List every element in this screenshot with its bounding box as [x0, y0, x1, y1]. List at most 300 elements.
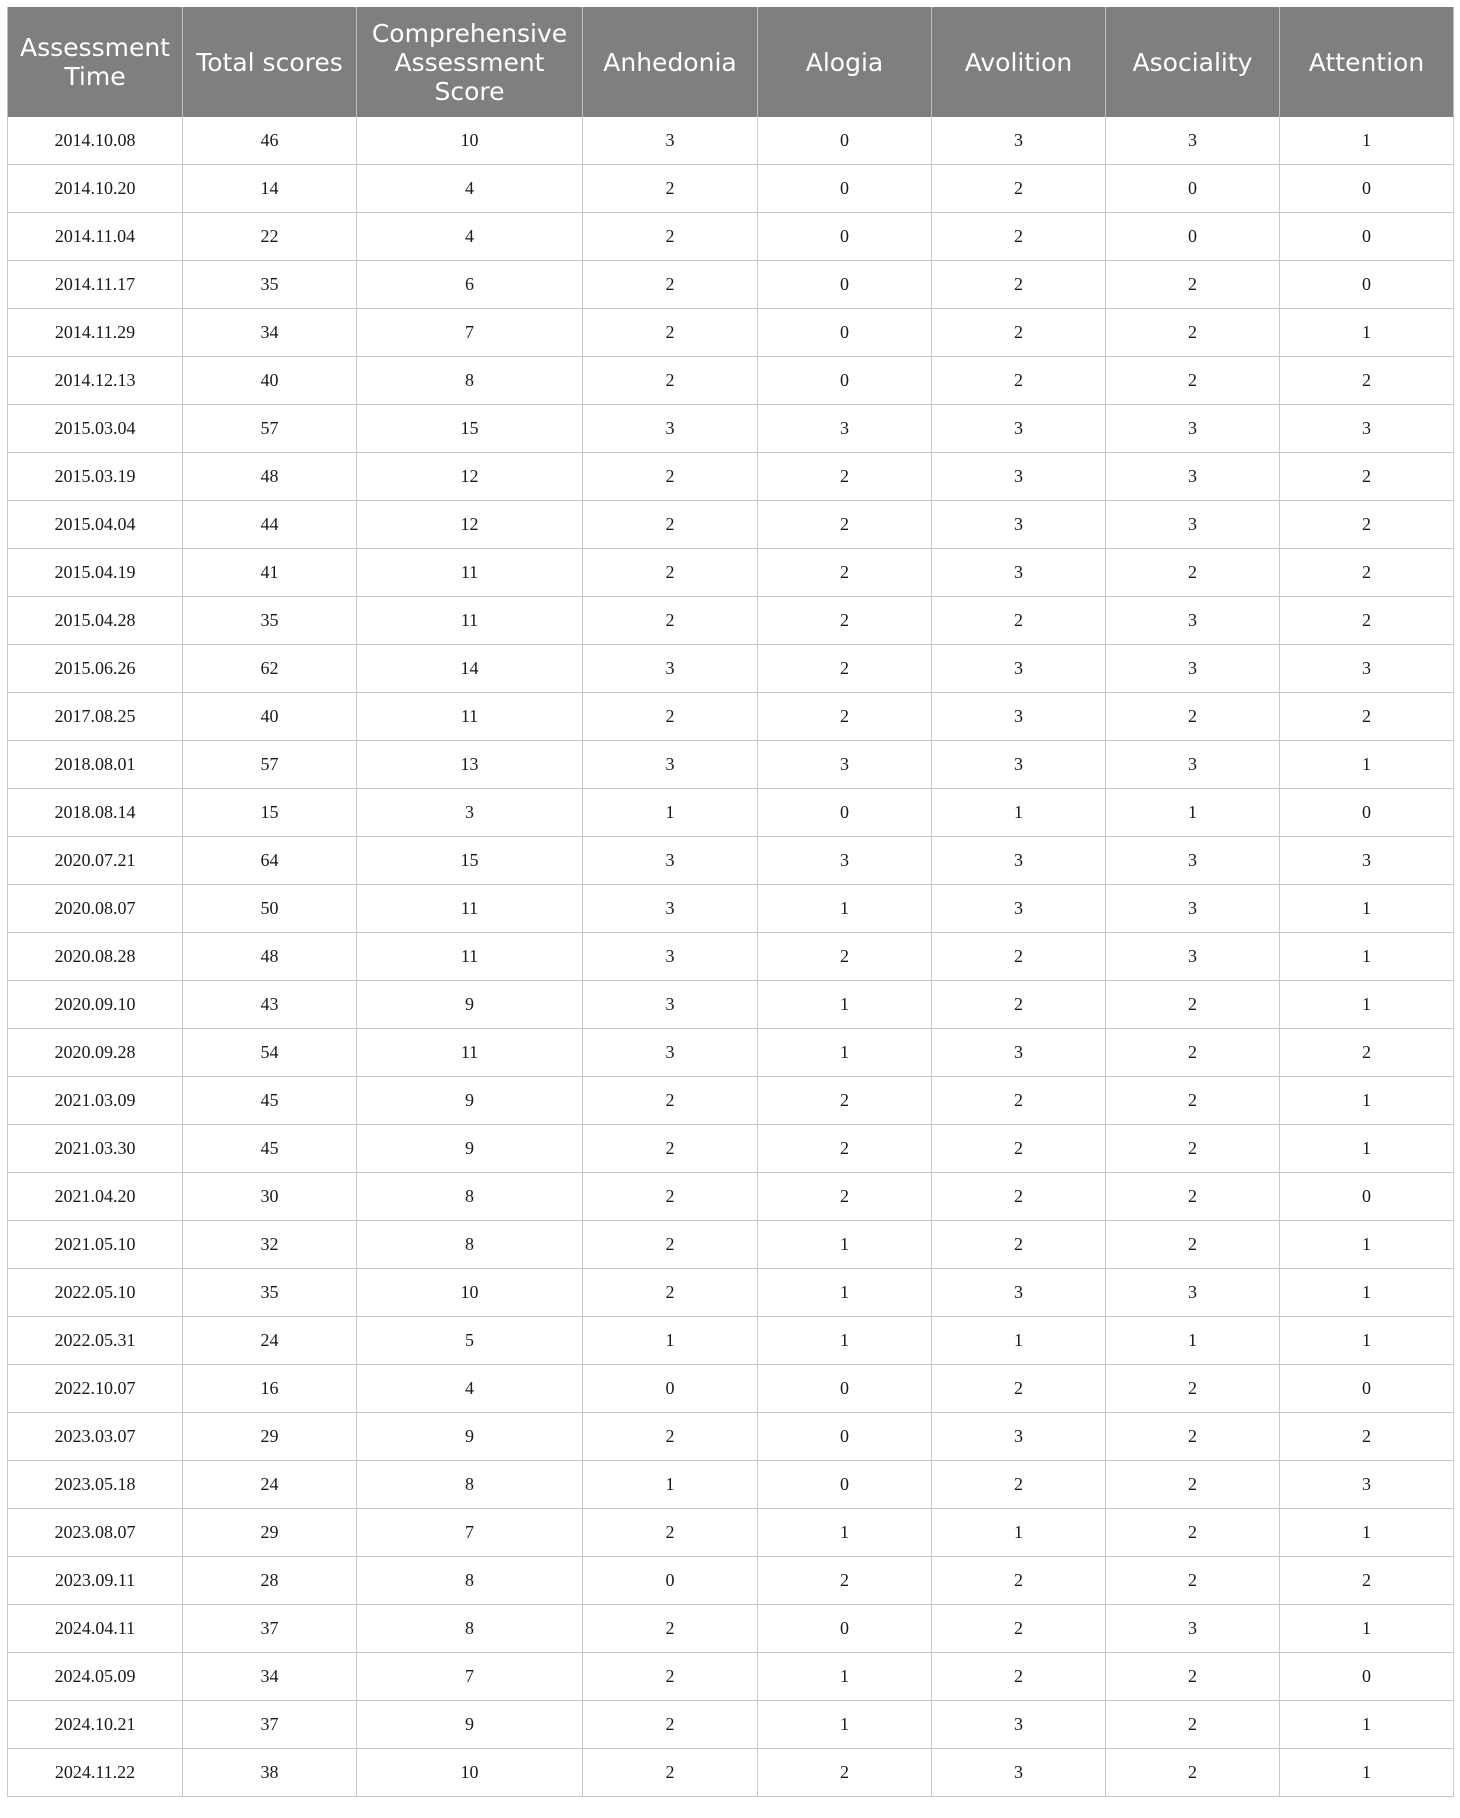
cell-comprehensive-score: 6 — [357, 261, 583, 309]
header-avolition: Avolition — [932, 7, 1106, 117]
cell-total-scores: 28 — [183, 1557, 357, 1605]
cell-assessment-time: 2021.03.30 — [8, 1125, 183, 1173]
cell-avolition: 1 — [932, 1509, 1106, 1557]
cell-avolition: 2 — [932, 1125, 1106, 1173]
assessment-table-container — [7, 7, 1453, 1797]
table-row — [8, 357, 1454, 405]
cell-anhedonia: 1 — [583, 1461, 758, 1509]
cell-assessment-time: 2020.09.10 — [8, 981, 183, 1029]
cell-total-scores: 38 — [183, 1749, 357, 1797]
cell-anhedonia: 2 — [583, 501, 758, 549]
cell-asociality: 2 — [1106, 1461, 1280, 1509]
cell-anhedonia: 3 — [583, 117, 758, 165]
cell-alogia: 2 — [758, 597, 932, 645]
cell-comprehensive-score: 8 — [357, 357, 583, 405]
cell-anhedonia: 2 — [583, 1125, 758, 1173]
cell-avolition: 2 — [932, 1653, 1106, 1701]
table-header — [8, 7, 1454, 117]
cell-alogia: 0 — [758, 165, 932, 213]
cell-total-scores: 40 — [183, 693, 357, 741]
cell-asociality: 3 — [1106, 837, 1280, 885]
table-row — [8, 1461, 1454, 1509]
table-row — [8, 1605, 1454, 1653]
cell-anhedonia: 0 — [583, 1365, 758, 1413]
cell-asociality: 2 — [1106, 1413, 1280, 1461]
cell-total-scores: 45 — [183, 1125, 357, 1173]
cell-assessment-time: 2014.10.08 — [8, 117, 183, 165]
cell-asociality: 0 — [1106, 213, 1280, 261]
cell-comprehensive-score: 13 — [357, 741, 583, 789]
cell-avolition: 2 — [932, 1557, 1106, 1605]
cell-asociality: 2 — [1106, 1701, 1280, 1749]
cell-asociality: 1 — [1106, 789, 1280, 837]
cell-assessment-time: 2021.03.09 — [8, 1077, 183, 1125]
cell-avolition: 2 — [932, 597, 1106, 645]
cell-total-scores: 32 — [183, 1221, 357, 1269]
cell-anhedonia: 2 — [583, 1701, 758, 1749]
cell-anhedonia: 2 — [583, 1173, 758, 1221]
cell-alogia: 2 — [758, 453, 932, 501]
cell-attention: 3 — [1280, 1461, 1454, 1509]
cell-avolition: 2 — [932, 1461, 1106, 1509]
table-row — [8, 549, 1454, 597]
cell-anhedonia: 2 — [583, 453, 758, 501]
cell-alogia: 2 — [758, 645, 932, 693]
cell-alogia: 2 — [758, 501, 932, 549]
cell-alogia: 3 — [758, 741, 932, 789]
cell-asociality: 2 — [1106, 1557, 1280, 1605]
cell-attention: 1 — [1280, 1125, 1454, 1173]
cell-total-scores: 57 — [183, 741, 357, 789]
cell-assessment-time: 2018.08.01 — [8, 741, 183, 789]
cell-anhedonia: 3 — [583, 741, 758, 789]
cell-attention: 1 — [1280, 933, 1454, 981]
cell-total-scores: 50 — [183, 885, 357, 933]
cell-comprehensive-score: 9 — [357, 981, 583, 1029]
cell-total-scores: 35 — [183, 597, 357, 645]
cell-total-scores: 37 — [183, 1605, 357, 1653]
cell-avolition: 2 — [932, 933, 1106, 981]
cell-asociality: 2 — [1106, 1365, 1280, 1413]
cell-avolition: 1 — [932, 789, 1106, 837]
cell-anhedonia: 2 — [583, 1413, 758, 1461]
cell-comprehensive-score: 15 — [357, 405, 583, 453]
cell-total-scores: 29 — [183, 1509, 357, 1557]
cell-alogia: 0 — [758, 309, 932, 357]
cell-assessment-time: 2020.09.28 — [8, 1029, 183, 1077]
cell-avolition: 2 — [932, 357, 1106, 405]
cell-alogia: 0 — [758, 261, 932, 309]
cell-comprehensive-score: 8 — [357, 1221, 583, 1269]
cell-asociality: 2 — [1106, 309, 1280, 357]
cell-avolition: 2 — [932, 1077, 1106, 1125]
header-asociality: Asociality — [1106, 7, 1280, 117]
table-row — [8, 1125, 1454, 1173]
cell-asociality: 2 — [1106, 1173, 1280, 1221]
cell-alogia: 0 — [758, 789, 932, 837]
cell-assessment-time: 2021.05.10 — [8, 1221, 183, 1269]
cell-avolition: 3 — [932, 453, 1106, 501]
cell-anhedonia: 1 — [583, 1317, 758, 1365]
header-comprehensive-assessment-score: Comprehensive Assessment Score — [357, 7, 583, 117]
cell-total-scores: 41 — [183, 549, 357, 597]
cell-alogia: 1 — [758, 981, 932, 1029]
cell-asociality: 3 — [1106, 1605, 1280, 1653]
cell-avolition: 2 — [932, 309, 1106, 357]
cell-comprehensive-score: 4 — [357, 1365, 583, 1413]
cell-total-scores: 45 — [183, 1077, 357, 1125]
cell-alogia: 1 — [758, 1317, 932, 1365]
cell-assessment-time: 2024.05.09 — [8, 1653, 183, 1701]
cell-anhedonia: 1 — [583, 789, 758, 837]
cell-total-scores: 64 — [183, 837, 357, 885]
cell-asociality: 3 — [1106, 885, 1280, 933]
cell-avolition: 3 — [932, 741, 1106, 789]
cell-asociality: 3 — [1106, 1269, 1280, 1317]
cell-attention: 1 — [1280, 1269, 1454, 1317]
cell-asociality: 3 — [1106, 645, 1280, 693]
cell-assessment-time: 2018.08.14 — [8, 789, 183, 837]
cell-anhedonia: 3 — [583, 885, 758, 933]
header-attention: Attention — [1280, 7, 1454, 117]
cell-attention: 0 — [1280, 1365, 1454, 1413]
cell-comprehensive-score: 9 — [357, 1701, 583, 1749]
cell-avolition: 3 — [932, 1701, 1106, 1749]
cell-attention: 0 — [1280, 789, 1454, 837]
table-row — [8, 789, 1454, 837]
table-row — [8, 261, 1454, 309]
cell-anhedonia: 2 — [583, 261, 758, 309]
cell-assessment-time: 2022.10.07 — [8, 1365, 183, 1413]
cell-comprehensive-score: 12 — [357, 453, 583, 501]
cell-assessment-time: 2020.07.21 — [8, 837, 183, 885]
cell-alogia: 1 — [758, 1653, 932, 1701]
cell-avolition: 3 — [932, 501, 1106, 549]
cell-total-scores: 24 — [183, 1317, 357, 1365]
cell-asociality: 3 — [1106, 453, 1280, 501]
cell-assessment-time: 2020.08.07 — [8, 885, 183, 933]
cell-asociality: 2 — [1106, 1029, 1280, 1077]
cell-asociality: 2 — [1106, 1221, 1280, 1269]
cell-comprehensive-score: 7 — [357, 309, 583, 357]
cell-avolition: 3 — [932, 885, 1106, 933]
cell-total-scores: 24 — [183, 1461, 357, 1509]
cell-comprehensive-score: 4 — [357, 165, 583, 213]
cell-total-scores: 35 — [183, 261, 357, 309]
cell-asociality: 3 — [1106, 597, 1280, 645]
cell-alogia: 2 — [758, 1077, 932, 1125]
cell-asociality: 2 — [1106, 1077, 1280, 1125]
cell-alogia: 1 — [758, 885, 932, 933]
cell-asociality: 3 — [1106, 405, 1280, 453]
table-row — [8, 1029, 1454, 1077]
cell-total-scores: 29 — [183, 1413, 357, 1461]
cell-avolition: 2 — [932, 213, 1106, 261]
cell-avolition: 2 — [932, 165, 1106, 213]
cell-anhedonia: 2 — [583, 357, 758, 405]
cell-assessment-time: 2017.08.25 — [8, 693, 183, 741]
cell-assessment-time: 2015.06.26 — [8, 645, 183, 693]
cell-attention: 1 — [1280, 981, 1454, 1029]
cell-alogia: 0 — [758, 117, 932, 165]
header-anhedonia: Anhedonia — [583, 7, 758, 117]
cell-alogia: 0 — [758, 1365, 932, 1413]
table-row — [8, 1413, 1454, 1461]
cell-alogia: 0 — [758, 1605, 932, 1653]
table-row — [8, 1269, 1454, 1317]
table-row — [8, 981, 1454, 1029]
cell-attention: 3 — [1280, 837, 1454, 885]
cell-comprehensive-score: 7 — [357, 1653, 583, 1701]
cell-asociality: 2 — [1106, 1749, 1280, 1797]
table-row — [8, 213, 1454, 261]
cell-comprehensive-score: 9 — [357, 1077, 583, 1125]
cell-total-scores: 57 — [183, 405, 357, 453]
cell-assessment-time: 2023.08.07 — [8, 1509, 183, 1557]
cell-attention: 1 — [1280, 1509, 1454, 1557]
cell-attention: 2 — [1280, 597, 1454, 645]
table-row — [8, 1557, 1454, 1605]
cell-assessment-time: 2020.08.28 — [8, 933, 183, 981]
cell-avolition: 3 — [932, 117, 1106, 165]
cell-anhedonia: 2 — [583, 1221, 758, 1269]
cell-attention: 2 — [1280, 1029, 1454, 1077]
cell-assessment-time: 2024.11.22 — [8, 1749, 183, 1797]
cell-comprehensive-score: 8 — [357, 1557, 583, 1605]
cell-attention: 1 — [1280, 309, 1454, 357]
cell-anhedonia: 3 — [583, 645, 758, 693]
cell-anhedonia: 2 — [583, 309, 758, 357]
cell-total-scores: 62 — [183, 645, 357, 693]
cell-anhedonia: 2 — [583, 165, 758, 213]
cell-comprehensive-score: 11 — [357, 597, 583, 645]
cell-comprehensive-score: 9 — [357, 1125, 583, 1173]
cell-attention: 0 — [1280, 165, 1454, 213]
cell-avolition: 2 — [932, 261, 1106, 309]
cell-alogia: 0 — [758, 213, 932, 261]
cell-avolition: 2 — [932, 1365, 1106, 1413]
cell-comprehensive-score: 14 — [357, 645, 583, 693]
cell-total-scores: 40 — [183, 357, 357, 405]
table-row — [8, 597, 1454, 645]
cell-asociality: 2 — [1106, 1653, 1280, 1701]
cell-alogia: 0 — [758, 1413, 932, 1461]
cell-avolition: 2 — [932, 981, 1106, 1029]
cell-attention: 2 — [1280, 453, 1454, 501]
table-row — [8, 885, 1454, 933]
cell-comprehensive-score: 11 — [357, 933, 583, 981]
table-row — [8, 117, 1454, 165]
cell-assessment-time: 2023.09.11 — [8, 1557, 183, 1605]
cell-comprehensive-score: 11 — [357, 885, 583, 933]
cell-asociality: 2 — [1106, 1509, 1280, 1557]
cell-attention: 2 — [1280, 549, 1454, 597]
cell-comprehensive-score: 15 — [357, 837, 583, 885]
cell-attention: 1 — [1280, 1317, 1454, 1365]
cell-total-scores: 34 — [183, 1653, 357, 1701]
cell-alogia: 2 — [758, 549, 932, 597]
cell-alogia: 3 — [758, 405, 932, 453]
cell-alogia: 0 — [758, 357, 932, 405]
cell-comprehensive-score: 8 — [357, 1173, 583, 1221]
cell-asociality: 1 — [1106, 1317, 1280, 1365]
header-alogia: Alogia — [758, 7, 932, 117]
cell-assessment-time: 2023.03.07 — [8, 1413, 183, 1461]
cell-total-scores: 14 — [183, 165, 357, 213]
cell-assessment-time: 2015.04.28 — [8, 597, 183, 645]
cell-assessment-time: 2024.10.21 — [8, 1701, 183, 1749]
table-row — [8, 645, 1454, 693]
cell-attention: 0 — [1280, 1173, 1454, 1221]
cell-comprehensive-score: 5 — [357, 1317, 583, 1365]
cell-attention: 1 — [1280, 1701, 1454, 1749]
table-row — [8, 1173, 1454, 1221]
cell-assessment-time: 2014.11.17 — [8, 261, 183, 309]
cell-comprehensive-score: 11 — [357, 549, 583, 597]
cell-comprehensive-score: 10 — [357, 117, 583, 165]
cell-alogia: 1 — [758, 1701, 932, 1749]
cell-avolition: 3 — [932, 645, 1106, 693]
cell-avolition: 2 — [932, 1221, 1106, 1269]
cell-attention: 2 — [1280, 1557, 1454, 1605]
cell-total-scores: 37 — [183, 1701, 357, 1749]
cell-avolition: 2 — [932, 1605, 1106, 1653]
cell-asociality: 2 — [1106, 981, 1280, 1029]
cell-alogia: 2 — [758, 1125, 932, 1173]
cell-total-scores: 16 — [183, 1365, 357, 1413]
cell-total-scores: 46 — [183, 117, 357, 165]
cell-attention: 3 — [1280, 645, 1454, 693]
cell-asociality: 2 — [1106, 357, 1280, 405]
cell-attention: 0 — [1280, 1653, 1454, 1701]
cell-avolition: 3 — [932, 693, 1106, 741]
cell-total-scores: 22 — [183, 213, 357, 261]
cell-anhedonia: 2 — [583, 1077, 758, 1125]
cell-asociality: 3 — [1106, 501, 1280, 549]
cell-attention: 0 — [1280, 213, 1454, 261]
header-total-scores: Total scores — [183, 7, 357, 117]
cell-anhedonia: 2 — [583, 213, 758, 261]
cell-anhedonia: 3 — [583, 837, 758, 885]
cell-attention: 2 — [1280, 1413, 1454, 1461]
cell-attention: 1 — [1280, 1077, 1454, 1125]
cell-total-scores: 48 — [183, 933, 357, 981]
cell-attention: 2 — [1280, 357, 1454, 405]
cell-assessment-time: 2015.03.04 — [8, 405, 183, 453]
cell-attention: 1 — [1280, 1605, 1454, 1653]
table-row — [8, 693, 1454, 741]
cell-avolition: 3 — [932, 837, 1106, 885]
table-row — [8, 1365, 1454, 1413]
table-row — [8, 837, 1454, 885]
cell-alogia: 2 — [758, 1749, 932, 1797]
cell-attention: 2 — [1280, 693, 1454, 741]
table-row — [8, 1653, 1454, 1701]
table-row — [8, 1509, 1454, 1557]
cell-total-scores: 35 — [183, 1269, 357, 1317]
cell-assessment-time: 2014.11.29 — [8, 309, 183, 357]
cell-total-scores: 54 — [183, 1029, 357, 1077]
cell-attention: 1 — [1280, 885, 1454, 933]
table-row — [8, 165, 1454, 213]
cell-avolition: 3 — [932, 1749, 1106, 1797]
table-row — [8, 1749, 1454, 1797]
cell-anhedonia: 2 — [583, 693, 758, 741]
cell-attention: 0 — [1280, 261, 1454, 309]
cell-alogia: 1 — [758, 1029, 932, 1077]
cell-alogia: 2 — [758, 1557, 932, 1605]
cell-comprehensive-score: 11 — [357, 693, 583, 741]
cell-comprehensive-score: 10 — [357, 1749, 583, 1797]
cell-asociality: 2 — [1106, 549, 1280, 597]
cell-comprehensive-score: 7 — [357, 1509, 583, 1557]
cell-comprehensive-score: 8 — [357, 1605, 583, 1653]
cell-avolition: 3 — [932, 549, 1106, 597]
cell-alogia: 1 — [758, 1269, 932, 1317]
table-row — [8, 309, 1454, 357]
cell-comprehensive-score: 12 — [357, 501, 583, 549]
cell-anhedonia: 3 — [583, 981, 758, 1029]
table-row — [8, 933, 1454, 981]
cell-avolition: 3 — [932, 1413, 1106, 1461]
table-row — [8, 1221, 1454, 1269]
cell-attention: 3 — [1280, 405, 1454, 453]
cell-anhedonia: 2 — [583, 1509, 758, 1557]
cell-comprehensive-score: 9 — [357, 1413, 583, 1461]
table-row — [8, 1077, 1454, 1125]
cell-comprehensive-score: 11 — [357, 1029, 583, 1077]
cell-assessment-time: 2022.05.31 — [8, 1317, 183, 1365]
cell-anhedonia: 2 — [583, 1749, 758, 1797]
cell-total-scores: 15 — [183, 789, 357, 837]
table-row — [8, 741, 1454, 789]
cell-anhedonia: 2 — [583, 1269, 758, 1317]
cell-alogia: 0 — [758, 1461, 932, 1509]
cell-anhedonia: 0 — [583, 1557, 758, 1605]
cell-attention: 2 — [1280, 501, 1454, 549]
table-row — [8, 501, 1454, 549]
cell-alogia: 2 — [758, 1173, 932, 1221]
cell-attention: 1 — [1280, 741, 1454, 789]
cell-assessment-time: 2014.12.13 — [8, 357, 183, 405]
cell-asociality: 2 — [1106, 1125, 1280, 1173]
cell-assessment-time: 2022.05.10 — [8, 1269, 183, 1317]
cell-avolition: 3 — [932, 1269, 1106, 1317]
cell-comprehensive-score: 10 — [357, 1269, 583, 1317]
cell-assessment-time: 2015.03.19 — [8, 453, 183, 501]
header-assessment-time: Assessment Time — [8, 7, 183, 117]
cell-total-scores: 34 — [183, 309, 357, 357]
table-body — [8, 117, 1454, 1797]
cell-asociality: 0 — [1106, 165, 1280, 213]
cell-total-scores: 30 — [183, 1173, 357, 1221]
cell-assessment-time: 2014.11.04 — [8, 213, 183, 261]
cell-avolition: 1 — [932, 1317, 1106, 1365]
table-row — [8, 1317, 1454, 1365]
cell-comprehensive-score: 3 — [357, 789, 583, 837]
cell-comprehensive-score: 4 — [357, 213, 583, 261]
cell-total-scores: 44 — [183, 501, 357, 549]
cell-assessment-time: 2023.05.18 — [8, 1461, 183, 1509]
cell-avolition: 2 — [932, 1173, 1106, 1221]
assessment-scores-table — [7, 7, 1454, 1797]
cell-assessment-time: 2024.04.11 — [8, 1605, 183, 1653]
cell-anhedonia: 2 — [583, 549, 758, 597]
cell-asociality: 2 — [1106, 261, 1280, 309]
cell-asociality: 3 — [1106, 741, 1280, 789]
cell-asociality: 3 — [1106, 117, 1280, 165]
cell-assessment-time: 2014.10.20 — [8, 165, 183, 213]
